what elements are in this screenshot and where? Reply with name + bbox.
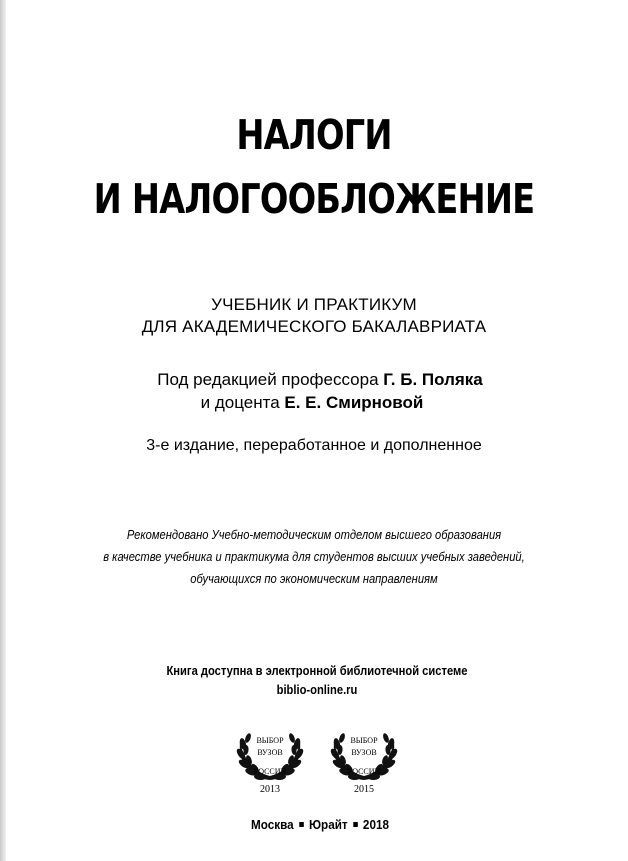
edition-note: 3-е издание, переработанное и дополненное (146, 437, 482, 454)
award-seal-icon (232, 720, 308, 798)
seal-year: 2013 (260, 784, 280, 795)
subtitle-line-1: УЧЕБНИК И ПРАКТИКУМ (211, 295, 417, 314)
book-title-line-1: НАЛОГИ (236, 111, 392, 159)
imprint-publisher: Юрайт (308, 817, 348, 832)
recommendation-line-2: в качестве учебника и практикума для студентов высших учебных заведений, (103, 549, 525, 564)
book-title-line-2: И НАЛОГООБЛОЖЕНИЕ (93, 175, 535, 223)
editor-1-name: Г. Б. Поляка (383, 370, 483, 389)
award-seal-icon (326, 720, 402, 798)
seal-text-line-3: РОССИИ (253, 767, 287, 776)
seal-text-line-2: ВУЗОВ (351, 748, 377, 757)
library-url: biblio-online.ru (276, 682, 358, 697)
editor-line-2 (0, 392, 626, 414)
seal-text-line-1: ВЫБОР (350, 736, 378, 745)
editor-1-prefix: Под редакцией профессора (157, 370, 384, 389)
subtitle-line-2: ДЛЯ АКАДЕМИЧЕСКОГО БАКАЛАВРИАТА (141, 317, 487, 336)
page-spine-shadow (0, 0, 6, 861)
library-access-note: Книга доступна в электронной библиотечной системе (166, 663, 468, 678)
editor-2-prefix: и доцента (200, 393, 285, 412)
recommendation-line-1: Рекомендовано Учебно-методическим отделом высшего образования (126, 527, 502, 542)
bullet-separator-icon (353, 822, 358, 827)
imprint-line (37, 817, 602, 832)
imprint-city: Москва (251, 817, 294, 832)
seal-text-line-2: ВУЗОВ (257, 748, 283, 757)
seal-text-line-1: ВЫБОР (256, 736, 284, 745)
seal-year: 2015 (354, 784, 374, 795)
editor-2-name: Е. Е. Смирновой (284, 393, 424, 412)
imprint-year: 2018 (362, 817, 389, 832)
seal-text-line-3: РОССИИ (347, 767, 381, 776)
editor-line-1 (6, 369, 628, 391)
bullet-separator-icon (299, 822, 304, 827)
recommendation-line-3: обучающихся по экономическим направлениям (190, 571, 438, 586)
